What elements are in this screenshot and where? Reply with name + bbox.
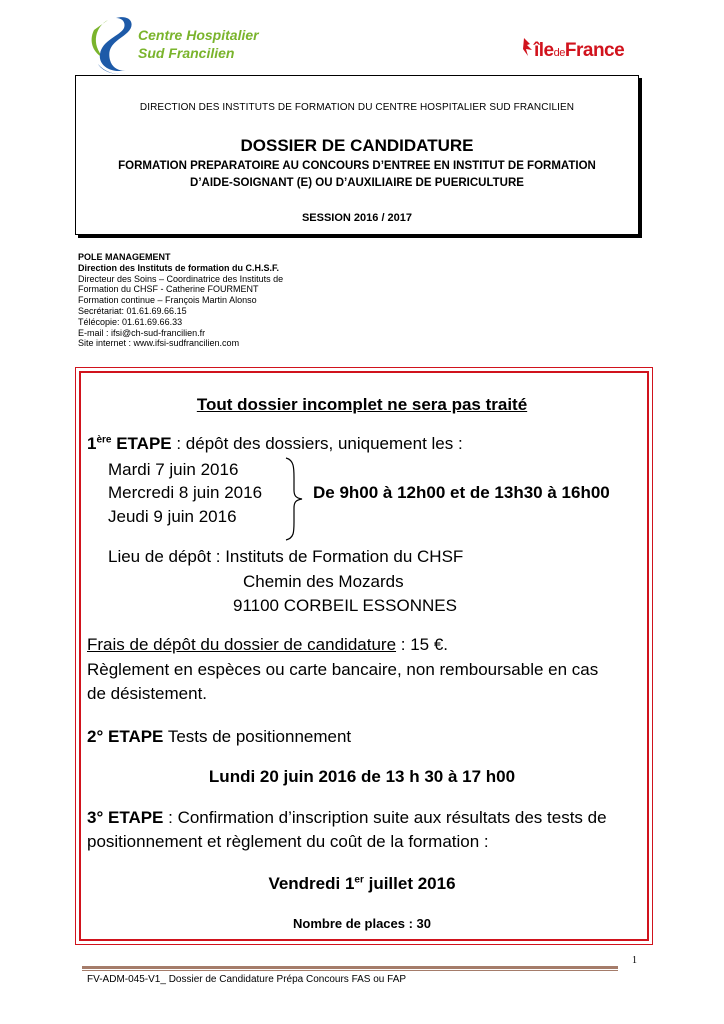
deposit-hours: De 9h00 à 12h00 et de 13h30 à 16h00 [313,483,610,502]
payment-line-1: Règlement en espèces ou carte bancaire, non remboursable en cas [87,660,599,679]
pole-website: Site internet : www.ifsi-sudfrancilien.com [78,338,240,349]
etape-3-heading: 3° ETAPE : Confirmation d’inscription suite aux résultats des tests de [87,808,607,827]
footer-divider [82,970,618,971]
pole-management-block [78,252,338,349]
svg-text:Centre Hospitalier: Centre Hospitalier [138,27,259,43]
session-line: SESSION 2016 / 2017 [301,212,413,224]
info-box-border-inner [79,371,649,941]
places-count: Nombre de places : 30 [293,916,431,931]
subtitle-line-1: FORMATION PREPARATOIRE AU CONCOURS D’ENTREE EN INSTITUT DE FORMATION [118,160,596,172]
deposit-location: Lieu de dépôt : Instituts de Formation du CHSF [108,547,464,566]
pole-fax: Télécopie: 01.61.69.66.33 [78,316,183,327]
etape-3-line-2: positionnement et règlement du coût de la formation : [87,832,489,851]
pole-line: Directeur des Soins – Coordinatrice des Instituts de [78,273,284,284]
brace-icon [276,456,316,542]
pole-phone: Secrétariat: 01.61.69.66.15 [78,305,187,316]
fees-line: Frais de dépôt du dossier de candidature : 15 €. [87,635,449,654]
address-city: 91100 CORBEIL ESSONNES [233,596,457,615]
deposit-date: Mercredi 8 juin 2016 [108,483,263,502]
test-date: Lundi 20 juin 2016 de 13 h 30 à 17 h00 [208,767,516,786]
pole-line: Formation continue – François Martin Alonso [78,295,257,306]
pole-subtitle: Direction des Instituts de formation du C.H.S.F. [78,262,280,273]
etape-1-heading: 1ère ETAPE : dépôt des dossiers, uniquement les : [87,434,463,453]
footer-text: FV-ADM-045-V1_ Dossier de Candidature Prépa Concours FAS ou FAP [87,974,407,985]
pole-title: POLE MANAGEMENT [78,252,171,262]
centre-hospitalier-logo [86,14,286,76]
deposit-date: Jeudi 9 juin 2016 [108,507,237,526]
pole-line: Formation du CHSF - Catherine FOURMENT [78,284,259,295]
svg-text:îledeFrance: îledeFrance [534,40,625,61]
pole-email: E-mail : ifsi@ch-sud-francilien.fr [78,327,206,338]
footer-divider [82,966,618,969]
document-title: DOSSIER DE CANDIDATURE [240,136,474,155]
page-number: 1 [632,955,637,966]
etape-2-heading: 2° ETAPE Tests de positionnement [87,727,352,746]
subtitle-line-2: D’AIDE-SOIGNANT (E) OU D’AUXILIAIRE DE PUERICULTURE [190,177,524,189]
header-box [75,75,639,235]
svg-text:Sud Francilien: Sud Francilien [138,45,235,61]
deposit-date: Mardi 7 juin 2016 [108,460,239,479]
payment-line-2: de désistement. [87,684,208,703]
direction-line: DIRECTION DES INSTITUTS DE FORMATION DU CENTRE HOSPITALIER SUD FRANCILIEN [139,102,575,113]
confirmation-date: Vendredi 1er juillet 2016 [268,874,456,893]
address-street: Chemin des Mozards [243,572,404,591]
ile-de-france-logo [522,34,632,62]
incomplete-warning: Tout dossier incomplet ne sera pas traité [196,395,528,414]
